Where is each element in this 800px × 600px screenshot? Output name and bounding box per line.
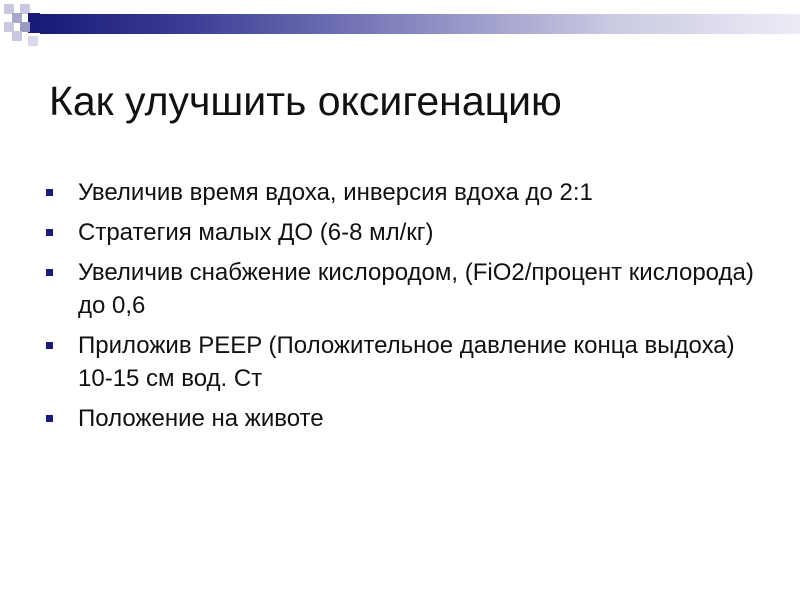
- bullet-text: Приложив PEEP (Положительное давление конца выдоха) 10-15 см вод. Ст: [78, 332, 735, 392]
- slide-title: Как улучшить оксигенацию: [49, 78, 562, 124]
- square-bullet-icon: [46, 342, 53, 349]
- header-decoration: [0, 0, 800, 46]
- square-bullet-icon: [46, 189, 53, 196]
- bullet-text: Стратегия малых ДО (6-8 мл/кг): [78, 219, 434, 246]
- decorative-square: [12, 31, 22, 41]
- square-bullet-icon: [46, 269, 53, 276]
- bullet-text: Увеличив снабжение кислородом, (FiO2/процент кислорода) до 0,6: [78, 259, 754, 319]
- bullet-item: [46, 402, 766, 435]
- bullet-item: [46, 216, 766, 249]
- bullet-text: Увеличив время вдоха, инверсия вдоха до 2:1: [78, 179, 593, 206]
- square-bullet-icon: [46, 229, 53, 236]
- decorative-square: [28, 36, 38, 46]
- bullet-list: [46, 176, 766, 442]
- bullet-item: [46, 176, 766, 209]
- square-bullet-icon: [46, 415, 53, 422]
- bullet-item: [46, 256, 766, 322]
- bullet-item: [46, 329, 766, 395]
- gradient-band: [40, 14, 800, 34]
- bullet-text: Положение на животе: [78, 405, 324, 432]
